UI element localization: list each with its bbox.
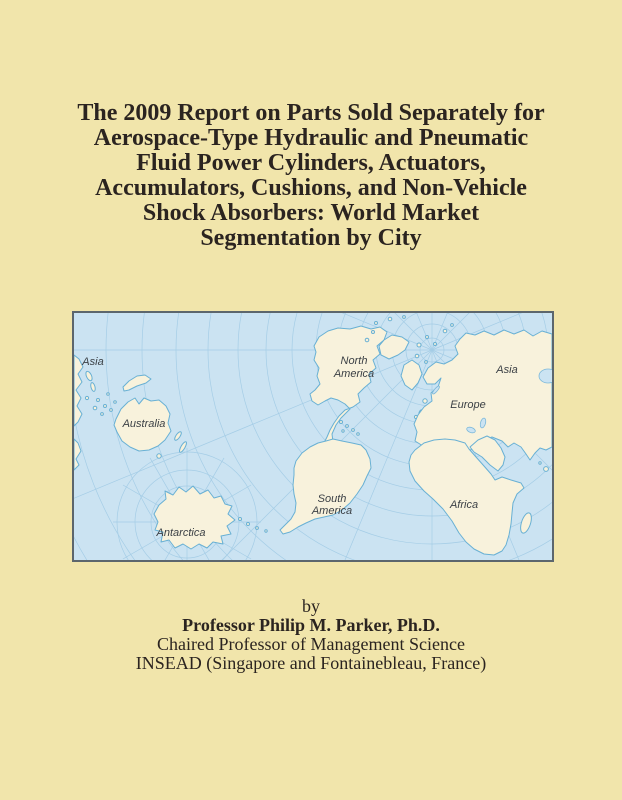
author-affiliation: INSEAD (Singapore and Fontainebleau, France): [135, 653, 487, 673]
landmass-antarctic-islands: [239, 518, 268, 533]
landmass-south-america: [280, 439, 371, 534]
title-line: Segmentation by City: [200, 225, 422, 251]
landmass-sri-lanka: [544, 467, 549, 472]
landmass-new-zealand-south: [178, 441, 187, 453]
byline-prefix: by: [302, 596, 320, 616]
map-label-europe: Europe: [450, 399, 486, 411]
landmass-madagascar: [518, 512, 533, 535]
map-label-australia: Australia: [122, 418, 166, 430]
map-label-asia-right: Asia: [496, 364, 518, 376]
map-label-asia-left: Asia: [82, 356, 104, 368]
world-map-figure: [72, 311, 554, 562]
map-label-north-america-line1: North: [340, 355, 368, 367]
title-line: The 2009 Report on Parts Sold Separately for: [77, 100, 545, 126]
map-label-south-america-line2: America: [311, 505, 353, 517]
title-line: Shock Absorbers: World Market: [142, 200, 480, 226]
landmass-tasmania: [157, 454, 161, 458]
title-line: Aerospace-Type Hydraulic and Pneumatic: [93, 125, 529, 151]
arctic-inlet: [539, 369, 552, 383]
landmass-japan-south: [90, 382, 96, 392]
author-role: Chaired Professor of Management Science: [157, 634, 465, 654]
title-line: Accumulators, Cushions, and Non-Vehicle: [95, 175, 527, 201]
landmass-new-guinea: [123, 375, 151, 391]
report-title: [0, 101, 622, 251]
landmass-antarctica: [154, 486, 235, 549]
map-label-antarctica: Antarctica: [156, 527, 206, 539]
author-name: Professor Philip M. Parker, Ph.D.: [182, 615, 440, 635]
landmass-small-island: [539, 462, 541, 464]
map-label-africa: Africa: [449, 499, 479, 511]
landmasses: [74, 316, 552, 555]
world-map: [74, 313, 552, 560]
landmass-new-zealand-north: [173, 431, 182, 441]
landmass-north-america: [310, 326, 387, 447]
map-label-north-america-line2: America: [333, 368, 375, 380]
map-label-south-america-line1: South: [317, 493, 347, 505]
byline: [0, 597, 622, 673]
landmass-africa: [409, 439, 524, 555]
landmass-greenland: [401, 360, 422, 390]
title-line: Fluid Power Cylinders, Actuators,: [136, 150, 486, 176]
landmass-japan: [85, 370, 94, 381]
landmass-iceland: [423, 399, 427, 403]
